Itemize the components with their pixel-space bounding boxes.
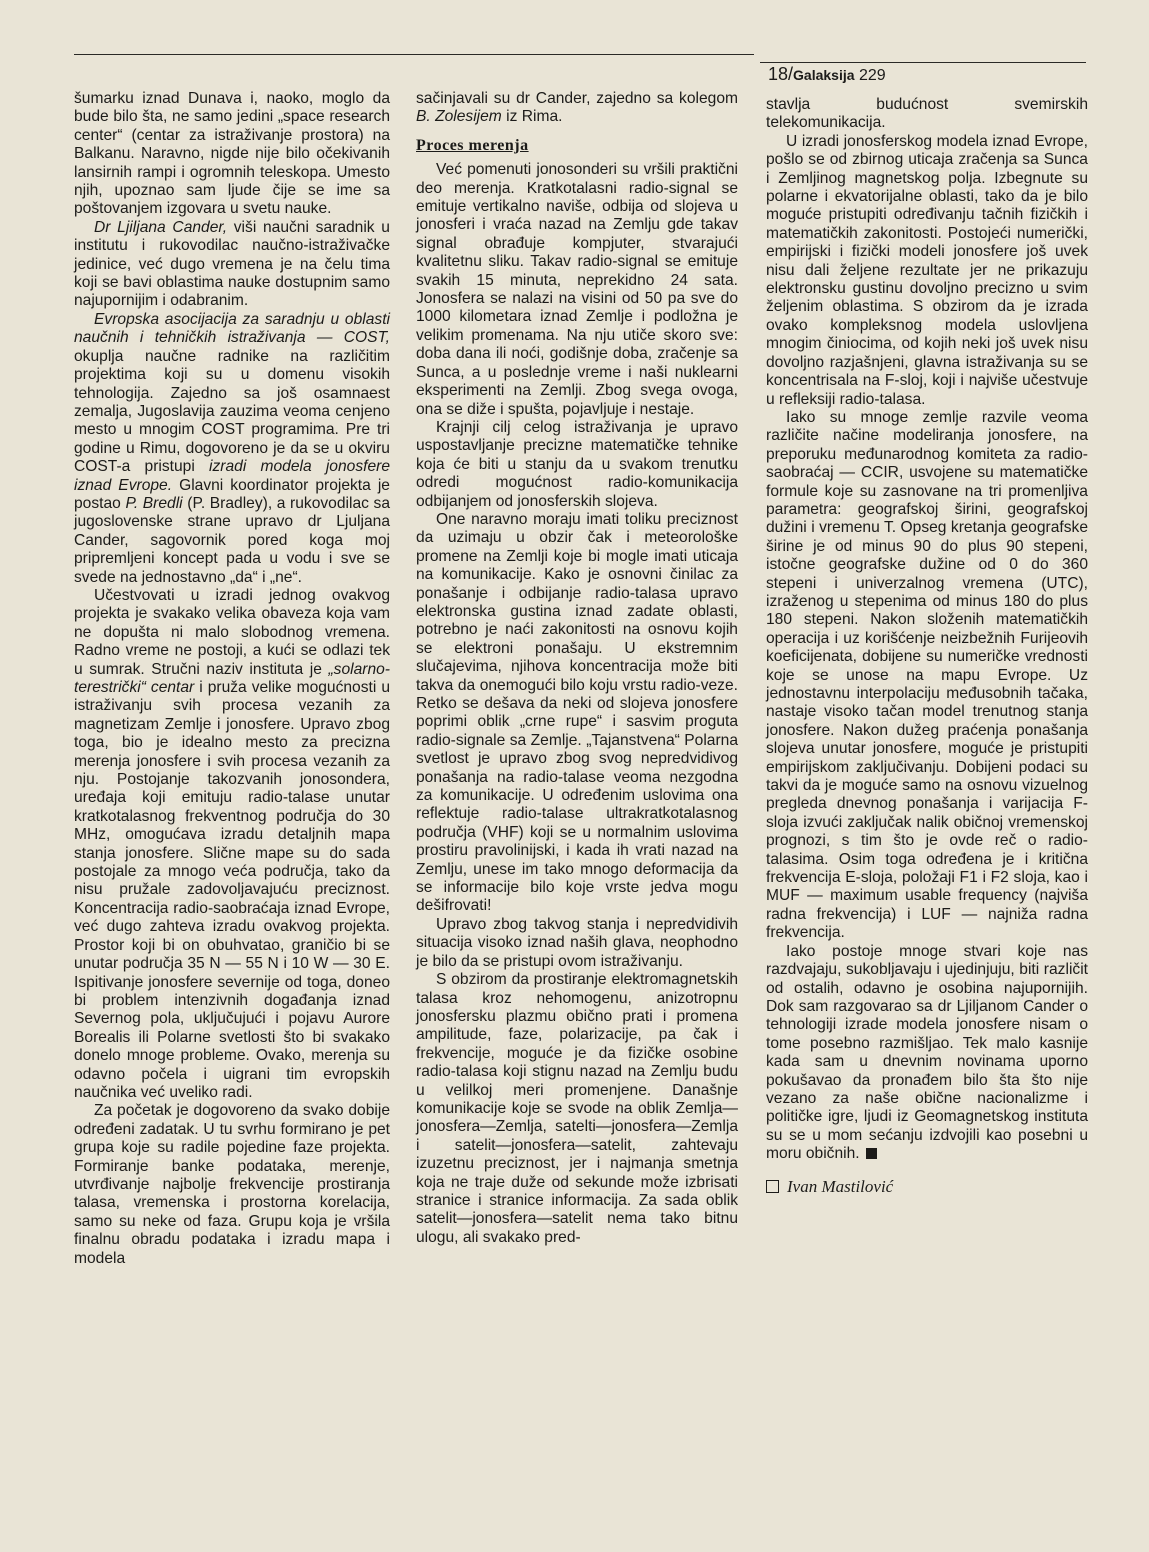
col3-paragraph-4 [766, 943, 1088, 1164]
col1-paragraph-5: Za početak je dogovoreno da svako dobije određeni zadatak. U tu svrhu formirano je pet grupa koje su radile pojedine faze projekta. Formiranje banke podataka, merenje, utvrđivanje najbolje frekvencije prostiranja talasa, vremenska i prostorna korelacija, samo su neke od faza. Grupu koja je vršila finalnu obradu podataka i izradu mapa i modela [74, 1102, 390, 1267]
page-number: 229 [858, 67, 886, 84]
col2-paragraph-4: One naravno moraju imati toliku preciznost da uzimaju u obzir čak i meteorološke promene na Zemlji koje bi mogle imati uticaja na komunikacije. Kako je osnovni činilac za ponašanje i odbijanje radio-talasa upravo elektronska gustina iznad zadate oblasti, potrebno je naći zakonitosti na osnovu kojih se elektroni ponašaju. U ekstremnim slučajevima, njihova koncentracija može biti takva da onemogući bilo koju vrstu radio-veze. Retko se dešava da neki od slojeva jonosfere poprimi oblik „crne rupe“ i sasvim proguta radio-signale sa Zemlje. „Tajanstvena“ Polarna svetlost je upravo zbog svog nepredvidivog ponašanja na radio-talase veoma nezgodna za komunikacije. U određenim uslovima ona reflektuje radio-talase ultrakratkotalasnog područja (VHF) koji se u normalnim uslovima prostiru pravolinijski, i kada ih vrati nazad na Zemlju, unese im tako mnogo deformacija da se informacije bilo koje vrste jedva mogu dešifrovati! [416, 510, 738, 915]
section-subheading: Proces merenja [416, 136, 529, 154]
col2-p1-text-b: iz Rima. [501, 108, 563, 126]
col1-p3-emphasis-1: Evropska asocijacija za saradnju u oblasti naučnih i tehničkih istraživanja — COST, [74, 310, 390, 347]
col2-paragraph-3: Krajnji cilj celog istraživanja je uprаvo uspostavljanje precizne matematičke tehnike koja će biti u stanju da u svakom trenutku odredi mogućnost radio-komunikacija odbijanjem od jonosferskih slojeva. [416, 418, 738, 510]
col1-p2-emphasis: Dr Ljiljana Cander, [94, 218, 228, 236]
col2-p1-emphasis: B. Zolesijem [416, 108, 502, 126]
col1-p4-emphasis: „solarno-terestrički“ centar [74, 660, 390, 696]
col3-paragraph-2: U izradi jonosferskog modela iznad Evrope, pošlo se od zbirnog uticaja zračenja sa Sunca i Zemljinog magnetskog polja. Izbegnute su polarne i ekvatorijalne oblasti, tako da je bilo moguće pristupiti određivanju tačnih fizičkih i matematičkih zakonitosti. Postojeći numerički, empirijski i fizički modeli jonosfere još uvek nisu dali željene rezultate jer ne prikazuju elektronsku gustinu dovoljno precizno u svim željenim oblastima. S obzirom da je izrada ovako kompleksnog modela uslovljena mnogim činiocima, od kojih neki još uvek nisu dovoljno razjašnjeni, glavna istraživanja su se koncentrisala na F-sloj, koji i najviše učestvuje u refleksiji radio-talasa. [766, 132, 1088, 408]
col1-p3-emphasis-3: P. Bredli [125, 494, 183, 512]
column-3 [766, 96, 1088, 1196]
top-rule-left [74, 54, 754, 55]
col1-p3-text-a: okuplja naučne radnike na različitim projektima koji su u domenu visokih tehnologija. Zajedno sa još osamnaest zemalja, Jugoslavija zauzima veoma cenjeno mesto u mnogim COST programima. Pre tri godine u Rimu, dogovoreno je da se u okviru COST-a pristupi [74, 347, 390, 476]
col3-p4-text: Iako postoje mnoge stvari koje nas razdvajaju, sukobljavaju i ujedinjuju, biti različit od ostalih, odavno je osobina najupornijih. Dok sam razgovarao sa dr Ljiljanom Cander o tehnologiji izrade modela jonosfere nisam o tome posebno razmišljao. Tek malo kasnije kada sam u dnevnim novinama uporno pokušavao da pronađem bilo šta što nije vezano za naše obične nacionalizme i političke igre, ljudi iz Geomagnetskog instituta su se u mom sećanju izdvojili kao posebni u moru običnih. [766, 942, 1088, 1163]
col1-paragraph-4 [74, 587, 390, 1102]
page-header [768, 64, 1088, 85]
col1-p3-text-c: (P. Bradley), a rukovodilac sa jugoslovenske strane upravo dr Ljuljana Cander, sagovornik pored koga moj pripremljeni koncept pada u vodu i sve se svede na jednostavno „da“ i „ne“. [74, 494, 390, 586]
top-rule-right [760, 62, 1086, 63]
col2-paragraph-1 [416, 90, 738, 127]
col2-paragraph-2: Već pomenuti jonosonderi su vršili praktični deo merenja. Kratkotalasni radio-signal se emituje vertikalno naviše, odbija od slojeva u jonosferi i vraća nazad na Zemlju gde takav signal obrađuje kompjuter, stvarajući kvalitetnu sliku. Takav radio-signal se emituje svakih 15 minuta, neprekidno 24 sata. Jonosfera se nalazi na visini od 50 pa sve do 1000 kilometara iznad Zemlje i podložna je velikim promenama. Na nju utiče skoro sve: doba dana ili noći, godišnje doba, zračenje sa Sunca, a u poslednje vreme i naši nuklearni eksperimenti na Zemlji. Zbog svega ovoga, ona se diže i spušta, pojavljuje i nestaje. [416, 161, 738, 418]
col3-paragraph-1: stavlja budućnost svemirskih telekomunikacija. [766, 96, 1088, 132]
col1-p4-text-a: Učestvovati u izradi jednog ovakvog projekta je svakako velika obaveza koja vam ne dopušta ni malo slobodnog vremena. Radno vreme ne postoji, a kući se odlazi tek u sumrak. Stručni naziv instituta je [74, 586, 390, 678]
byline-box-icon [766, 1180, 779, 1193]
magazine-name: Galaksija [793, 67, 855, 83]
col2-paragraph-6: S obzirom da prostiranje elektromagnetskih talasa kroz nehomogenu, anizotropnu jonosfersku plazmu obično prati i promena ampilitude, faze, polarizacije, pa čak i frekvencije, moguće je da fizičke osobine radio-talasa koji stignu nazad na Zemlju budu u velilkoj meri promenjene. Današnje komunikacije koje se svode na oblik Zemlja—jonosfera—Zemlja, satelti—jonosfera—Zemlja i satelit—jonosfera—satelit, zahtevaju izuzetnu preciznost, jer i najmanja smetnja koja ne traje duže od sekunde može izbrisati stranice i stranice informacija. Za sada oblik satelit—jonosfera—satelit nema tako bitnu ulogu, ali svakako pred- [416, 971, 738, 1246]
column-1 [74, 90, 390, 1268]
col1-p3-text-b: Glavni koordinator projekta je postao [74, 476, 390, 512]
col1-paragraph-1: šumarku iznad Dunava i, naoko, moglo da bude bilo šta, ne samo jedini „space research center“ (centar za istraživanje prostora) na Balkanu. Naravno, nigde nije bilo očekivanih lansirnih rampi i ogromnih teleskopa. Umesto njih, upoznao sam ljude čije se ime sa poštovanjem izgovara u svetu nauke. [74, 90, 390, 218]
col1-p2-text: viši naučni saradnik u institutu i rukovodilac naučno-istraživačke jedinice, već dugo vremena je na čelu tima koji se bavi oblastima nauke dostupnim samo najupornijim i odabranim. [74, 218, 390, 310]
col3-paragraph-3: Iako su mnoge zemlje razvile veoma različite načine modeliranja jonosfere, na preporuku međunarodnog komiteta za radio-saobraćaj — CCIR, usvojene su matematičke formule koje su zasnovane na tri promenljiva parametra: geografskoj širini, geografskoj dužini i vremenu T. Opseg kretanja geografske širine je od minus 90 do plus 90 stepeni, istočne geografske dužine od 0 do 360 stepeni i univerzalnog vremena (UTC), izraženog u stepenima od minus 180 do plus 180 stepeni. Nakon složenih matematičkih operacija i uz korišćenje neizbežnih Furijeovih koeficijenata, dobijene su numeričke vrednosti koje se unose na mapu Evrope. Uz jednostavnu interpolaciju međusobnih tačaka, nastaje visoko tačan model trenutnog stanja jonosfere. Nakon dužeg praćenja ponašanja slojeva unutar jonosfere, moguće je pristupiti empirijskom zaključivanju. Dobijeni podaci su takvi da je moguće samo na osnovu vizuelnog pregleda dnevnog ponašanja i varijacija F-sloja izvući zaključak nalik običnoj vremenskoj prognozi, s tim što je ovde reč o radio-talasima. Osim toga određena je i kritična frekvencija E-sloja, položaji F1 i F2 sloja, kao i MUF — maximum usable frequency (najviša radna frekvencija) i LUF — najniža radna frekvencija. [766, 408, 1088, 942]
col1-p3-emphasis-2: izradi modela jonosfere iznad Evrope. [74, 458, 390, 494]
end-of-article-square-icon [866, 1148, 877, 1159]
col2-paragraph-5: Upravo zbog takvog stanja i nepredvidivih situacija visoko iznad naših glava, neophodno je bilo da se pristupi ovom istraživanju. [416, 915, 738, 970]
col1-paragraph-3 [74, 311, 390, 587]
page-prefix: 18/ [768, 64, 794, 84]
col2-p1-text-a: sačinjavali su dr Cander, zajedno sa kolegom [416, 90, 738, 107]
author-byline [766, 1178, 1088, 1196]
column-2 [416, 90, 738, 1247]
col1-paragraph-2 [74, 219, 390, 311]
col1-p4-text-b: i pruža velike mogućnosti u istraživanju svih procesa vezanih za magnetizam Zemlje i jonosfere. Upravo zbog toga, bio je idealno mesto za precizna merenja jonosfere i svih procesa vezanih za nju. Postojanje takozvanih jonosondera, uređaja koji emituju radio-talase unutar kratkotalasnog frekventnog područja do 30 MHz, omogućava izradu detaljnih mapa stanja jonosfere. Slične mape su do sada postojale za mnogo veća područja, tako da nisu pružale zadovoljavajuću preciznost. Koncentracija radio-saobraćaja iznad Evrope, već dugo zahteva izradu ovakvog projekta. Prostor koji bi on obuhvatao, graničio bi se unutar područja 35 N — 55 N i 10 W — 30 E. Ispitivanje jonosfere severnije od toga, doneo bi problem intenzivnih događanja iznad Severnog pola, uključujući i pojavu Aurore Borealis ili Polarne svetlosti što bi svakako donelo mnoge probleme. Ovako, merenja su odavno počela i uigrani tim evropskih naučnika već uveliko radi. [74, 679, 390, 1101]
author-name: Ivan Mastilović [787, 1176, 894, 1196]
